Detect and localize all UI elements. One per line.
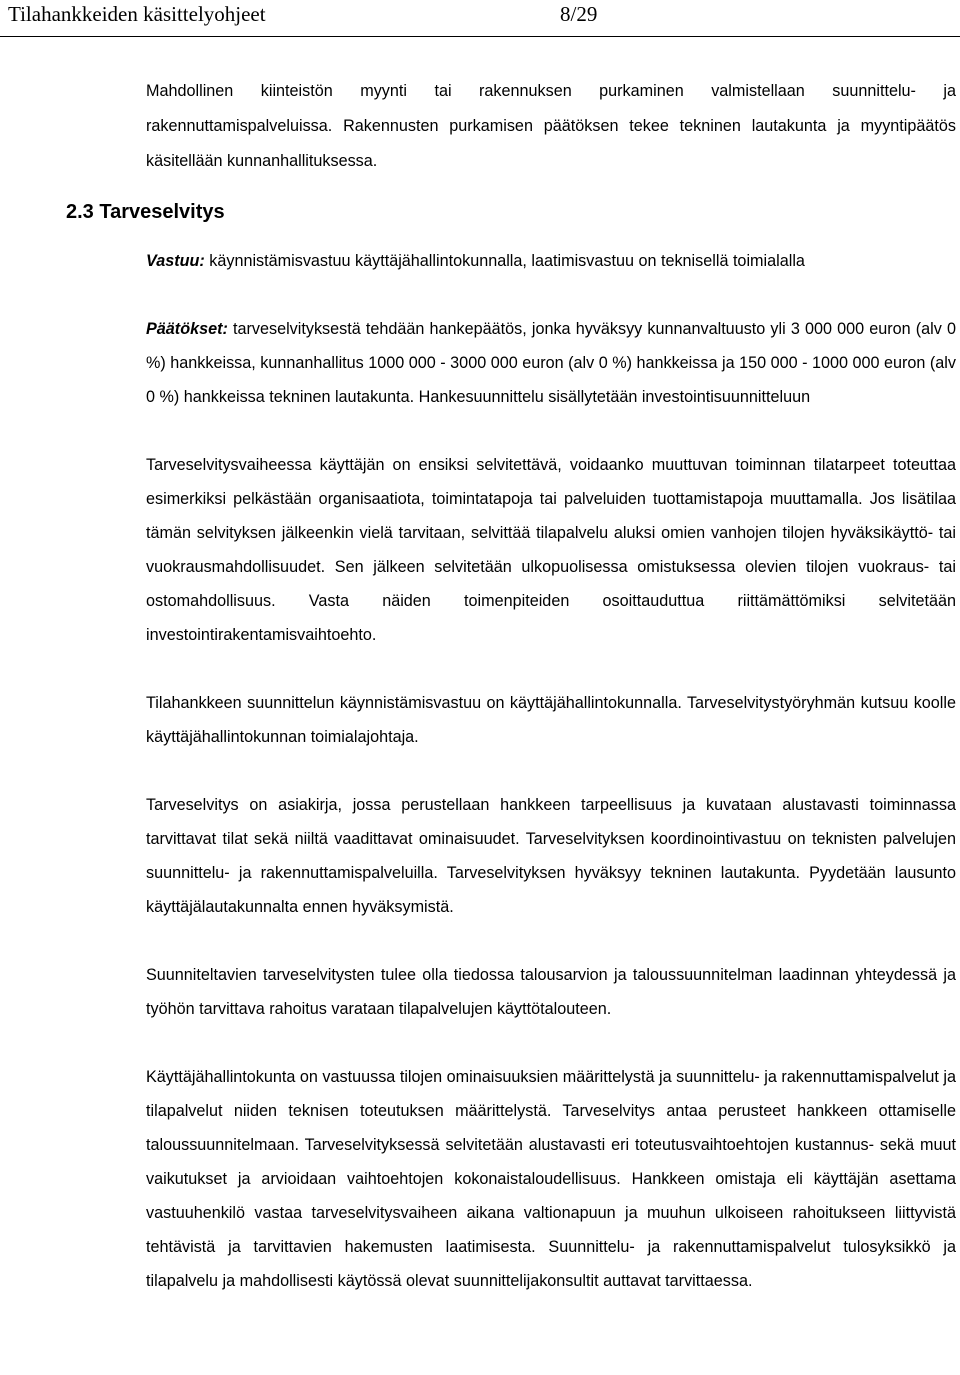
body-paragraph: Käyttäjähallintokunta on vastuussa tilojen ominaisuuksien määrittelystä ja suunnittelu- ja rakennuttamispalvelut ja tilapalvelut niiden teknisen toteutuksen määrittelystä. Tarveselvitys antaa perusteet hankkeen ottamiselle taloussuunnitelmaan. Tarveselvityksessä selvitetään alustavasti eri toteutusvaihtoehtojen kustannus- sekä muut vaikutukset ja arvioidaan vaihtoehtojen kokonaistaloudellisuus. Hankkeen omistaja eli käyttäjän asettama vastuuhenkilö vastaa tarveselvitysvaiheen aikana valtionapuun ja muuhun ulkoiseen rahoitukseen liittyvistä tehtävistä ja tarvittavien hakemusten laatimisesta. Suunnittelu- ja rakennuttamispalvelut tulosyksikkö ja tilapalvelu ja mahdollisesti käytössä olevat suunnittelijakonsultit auttavat tarvittaessa. [146, 1068, 956, 1290]
intro-paragraph: Mahdollinen kiinteistön myynti tai rakennuksen purkaminen valmistellaan suunnittelu- ja rakennuttamispalveluissa. Rakennusten purkamisen päätöksen tekee tekninen lautakunta ja myyntipäätös käsitellään kunnanhallituksessa. [146, 82, 956, 170]
responsibility-text: käynnistämisvastuu käyttäjähallintokunnalla, laatimisvastuu on teknisellä toimialalla [204, 252, 805, 270]
header-divider [0, 36, 960, 37]
page-number: 8/29 [560, 2, 598, 26]
document-title: Tilahankkeiden käsittelyohjeet [8, 2, 266, 26]
body-paragraph: Tilahankkeen suunnittelun käynnistämisvastuu on käyttäjähallintokunnalla. Tarveselvitystyöryhmän kutsuu koolle käyttäjähallintokunnan toimialajohtaja. [146, 694, 956, 746]
decisions-paragraph [146, 312, 956, 414]
responsibility-paragraph [146, 244, 956, 278]
page-header [0, 0, 960, 40]
body-paragraph: Tarveselvitysvaiheessa käyttäjän on ensiksi selvitettävä, voidaanko muuttuvan toiminnan tilatarpeet toteuttaa esimerkiksi pelkästään organisaatiota, toimintatapoja tai palveluiden tuottamistapoja muuttamalla. Jos lisätilaa tämän selvityksen jälkeenkin vielä tarvitaan, selvittää tilapalvelu aluksi omien vanhojen tilojen hyväksikäyttö- tai vuokrausmahdollisuudet. Sen jälkeen selvitetään ulkopuolisessa omistuksessa olevien tilojen vuokraus- tai ostomahdollisuus. Vasta näiden toimenpiteiden osoittauduttua riittämättömiksi selvitetään investointirakentamisvaihtoehto. [146, 456, 956, 644]
decisions-label: Päätökset: [146, 320, 228, 338]
decisions-text: tarveselvityksestä tehdään hankepäätös, jonka hyväksyy kunnanvaltuusto yli 3 000 000 euron (alv 0 %) hankkeissa, kunnanhallitus 1000 000 - 3000 000 euron (alv 0 %) hankkeissa ja 150 000 - 1000 000 euron (alv 0 %) hankkeissa tekninen lautakunta. Hankesuunnittelu sisällytetään investointisuunnitteluun [146, 320, 956, 406]
section-heading: 2.3 Tarveselvitys [66, 201, 225, 223]
body-paragraph: Suunniteltavien tarveselvitysten tulee olla tiedossa talousarvion ja taloussuunnitelman laadinnan yhteydessä ja työhön tarvittava rahoitus varataan tilapalvelujen käyttötalouteen. [146, 966, 956, 1018]
body-paragraph: Tarveselvitys on asiakirja, jossa perustellaan hankkeen tarpeellisuus ja kuvataan alustavasti toiminnassa tarvittavat tilat sekä niiltä vaadittavat ominaisuudet. Tarveselvityksen koordinointivastuu on teknisten palvelujen suunnittelu- ja rakennuttamispalveluilla. Tarveselvityksen hyväksyy tekninen lautakunta. Pyydetään lausunto käyttäjälautakunnalta ennen hyväksymistä. [146, 796, 956, 916]
document-body [66, 74, 956, 1298]
responsibility-label: Vastuu: [146, 252, 205, 270]
